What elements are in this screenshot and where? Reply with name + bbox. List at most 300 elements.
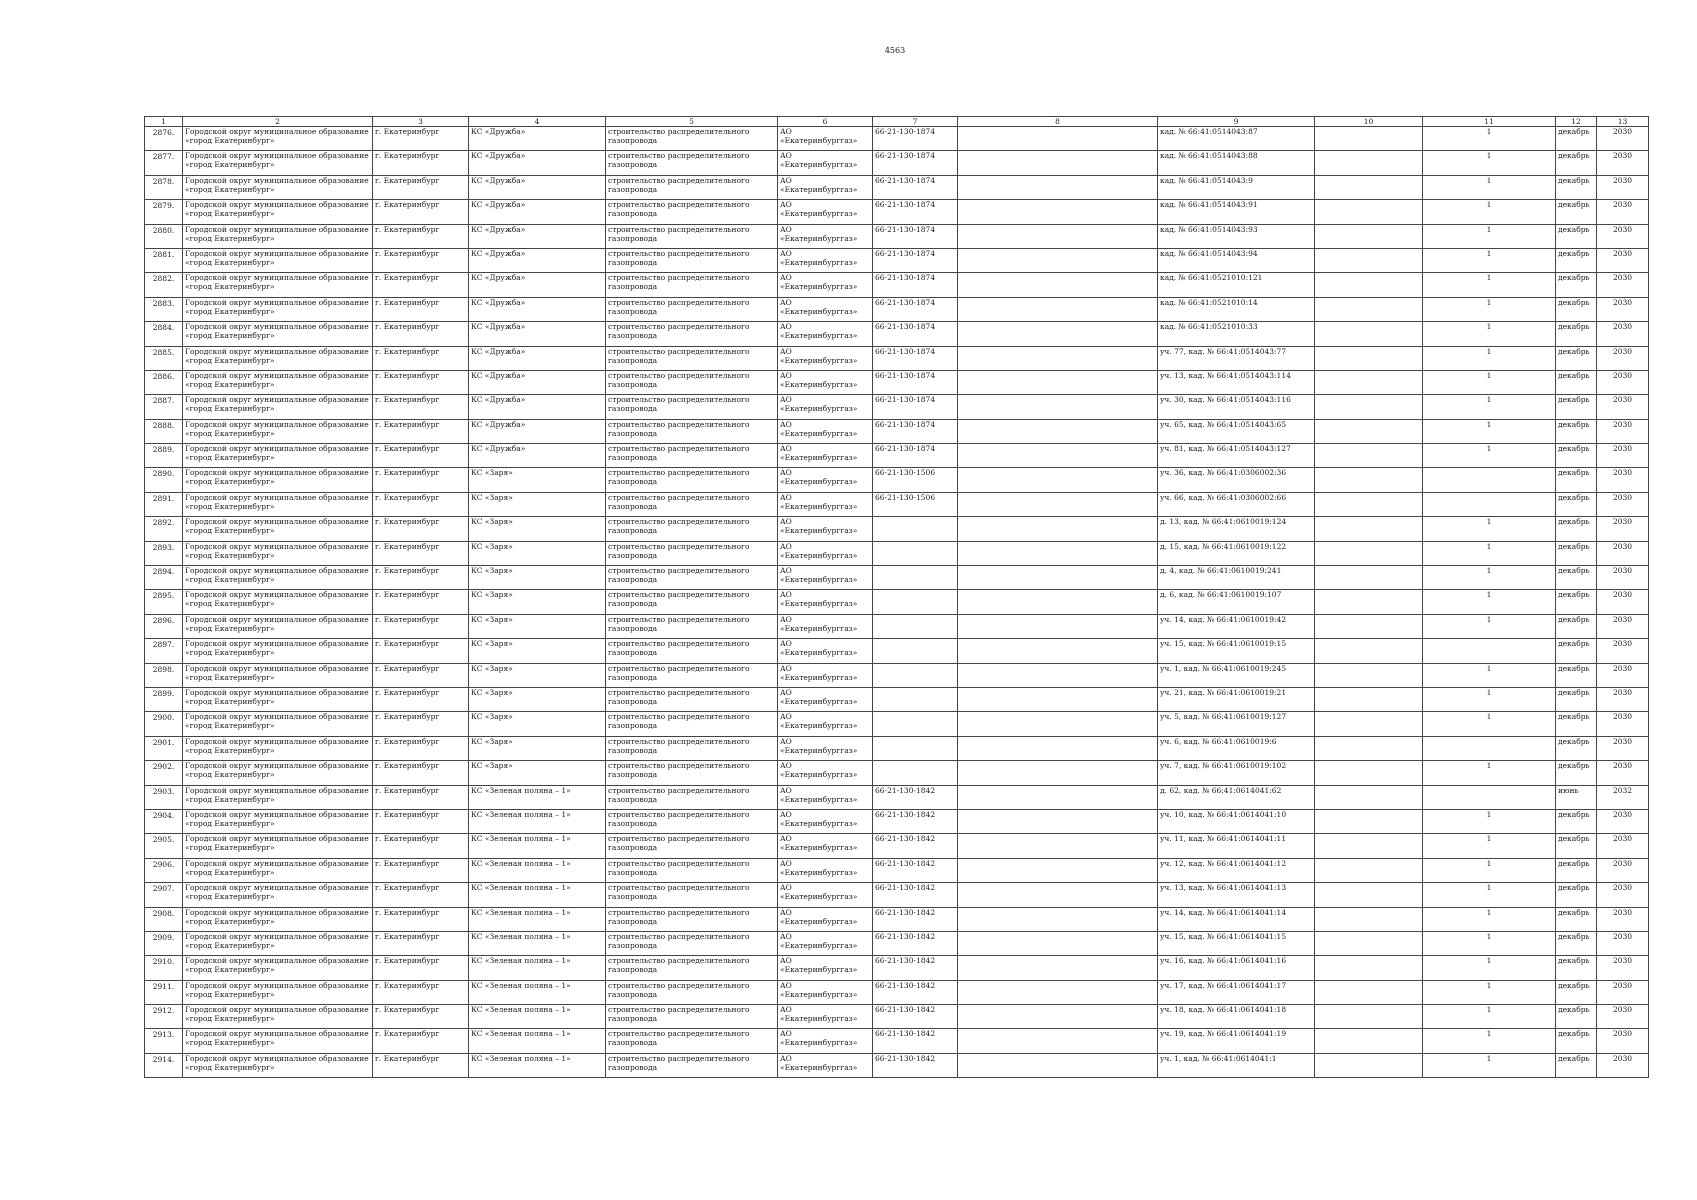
cell-year: 2030 xyxy=(1597,492,1649,516)
cell-cadastral-ref: кад. № 66:41:0514043:93 xyxy=(1158,224,1315,248)
cell-cadastral-ref: уч. 18, кад. № 66:41:0614041:18 xyxy=(1158,1005,1315,1029)
cell-year: 2030 xyxy=(1597,175,1649,199)
table-row xyxy=(145,419,1649,443)
cell-year: 2030 xyxy=(1597,1053,1649,1077)
cell-work-type: строительство распределительного газопровода xyxy=(606,980,778,1004)
table-row xyxy=(145,809,1649,833)
cell-quantity xyxy=(1423,736,1556,760)
cell-month: декабрь xyxy=(1556,809,1597,833)
cell-settlement: г. Екатеринбург xyxy=(373,736,469,760)
cell-gas-network: КС «Заря» xyxy=(469,541,606,565)
cell-column-8 xyxy=(958,663,1158,687)
cell-year: 2030 xyxy=(1597,468,1649,492)
cell-operator: АО «Екатеринбурггаз» xyxy=(778,468,873,492)
cell-column-10 xyxy=(1315,297,1423,321)
cell-network-code: 66-21-130-1842 xyxy=(873,1005,958,1029)
cell-month: декабрь xyxy=(1556,492,1597,516)
table-row xyxy=(145,566,1649,590)
cell-row-number: 2894. xyxy=(145,566,183,590)
cell-quantity xyxy=(1423,639,1556,663)
cell-operator: АО «Екатеринбурггаз» xyxy=(778,1005,873,1029)
cell-column-8 xyxy=(958,517,1158,541)
cell-quantity: 1 xyxy=(1423,687,1556,711)
cell-gas-network: КС «Заря» xyxy=(469,639,606,663)
cell-network-code: 66-21-130-1842 xyxy=(873,809,958,833)
cell-year: 2030 xyxy=(1597,395,1649,419)
cell-quantity: 1 xyxy=(1423,1005,1556,1029)
cell-municipality: Городской округ муниципальное образование «город Екатеринбург» xyxy=(183,370,373,394)
cell-year: 2030 xyxy=(1597,322,1649,346)
cell-year: 2030 xyxy=(1597,273,1649,297)
cell-month: декабрь xyxy=(1556,712,1597,736)
cell-gas-network: КС «Дружба» xyxy=(469,151,606,175)
cell-column-10 xyxy=(1315,1005,1423,1029)
cell-network-code: 66-21-130-1874 xyxy=(873,395,958,419)
column-header-10: 10 xyxy=(1315,117,1423,127)
cell-year: 2030 xyxy=(1597,883,1649,907)
table-row xyxy=(145,541,1649,565)
cell-month: декабрь xyxy=(1556,248,1597,272)
cell-month: декабрь xyxy=(1556,224,1597,248)
cell-gas-network: КС «Зеленая поляна – 1» xyxy=(469,883,606,907)
cell-municipality: Городской округ муниципальное образование «город Екатеринбург» xyxy=(183,614,373,638)
column-number-header-row xyxy=(145,117,1649,127)
cell-settlement: г. Екатеринбург xyxy=(373,907,469,931)
cell-work-type: строительство распределительного газопровода xyxy=(606,322,778,346)
cell-column-10 xyxy=(1315,419,1423,443)
cell-month: декабрь xyxy=(1556,127,1597,151)
cell-month: декабрь xyxy=(1556,956,1597,980)
cell-column-10 xyxy=(1315,322,1423,346)
cell-month: декабрь xyxy=(1556,444,1597,468)
cell-row-number: 2885. xyxy=(145,346,183,370)
cell-column-10 xyxy=(1315,761,1423,785)
cell-column-10 xyxy=(1315,614,1423,638)
cell-row-number: 2879. xyxy=(145,200,183,224)
cell-quantity xyxy=(1423,785,1556,809)
cell-settlement: г. Екатеринбург xyxy=(373,883,469,907)
cell-gas-network: КС «Зеленая поляна – 1» xyxy=(469,907,606,931)
cell-column-8 xyxy=(958,566,1158,590)
cell-column-10 xyxy=(1315,663,1423,687)
table-row xyxy=(145,224,1649,248)
cell-column-10 xyxy=(1315,956,1423,980)
table-row xyxy=(145,883,1649,907)
cell-operator: АО «Екатеринбурггаз» xyxy=(778,224,873,248)
cell-work-type: строительство распределительного газопровода xyxy=(606,614,778,638)
cell-column-10 xyxy=(1315,883,1423,907)
column-header-6: 6 xyxy=(778,117,873,127)
cell-column-10 xyxy=(1315,200,1423,224)
cell-gas-network: КС «Заря» xyxy=(469,468,606,492)
cell-settlement: г. Екатеринбург xyxy=(373,468,469,492)
cell-municipality: Городской округ муниципальное образование «город Екатеринбург» xyxy=(183,1053,373,1077)
cell-work-type: строительство распределительного газопровода xyxy=(606,248,778,272)
cell-cadastral-ref: уч. 13, кад. № 66:41:0614041:13 xyxy=(1158,883,1315,907)
cell-gas-network: КС «Дружба» xyxy=(469,370,606,394)
cell-column-8 xyxy=(958,785,1158,809)
cell-row-number: 2883. xyxy=(145,297,183,321)
cell-month: декабрь xyxy=(1556,590,1597,614)
cell-network-code: 66-21-130-1874 xyxy=(873,297,958,321)
cell-municipality: Городской округ муниципальное образование «город Екатеринбург» xyxy=(183,956,373,980)
cell-municipality: Городской округ муниципальное образование «город Екатеринбург» xyxy=(183,419,373,443)
cell-row-number: 2903. xyxy=(145,785,183,809)
cell-work-type: строительство распределительного газопровода xyxy=(606,175,778,199)
cell-municipality: Городской округ муниципальное образование «город Екатеринбург» xyxy=(183,785,373,809)
cell-gas-network: КС «Зеленая поляна – 1» xyxy=(469,1029,606,1053)
cell-row-number: 2907. xyxy=(145,883,183,907)
cell-row-number: 2904. xyxy=(145,809,183,833)
cell-settlement: г. Екатеринбург xyxy=(373,712,469,736)
column-header-7: 7 xyxy=(873,117,958,127)
cell-year: 2030 xyxy=(1597,1005,1649,1029)
cell-work-type: строительство распределительного газопровода xyxy=(606,712,778,736)
cell-work-type: строительство распределительного газопровода xyxy=(606,517,778,541)
cell-quantity: 1 xyxy=(1423,931,1556,955)
cell-cadastral-ref: уч. 21, кад. № 66:41:0610019:21 xyxy=(1158,687,1315,711)
cell-quantity: 1 xyxy=(1423,346,1556,370)
cell-settlement: г. Екатеринбург xyxy=(373,200,469,224)
cell-gas-network: КС «Заря» xyxy=(469,614,606,638)
cell-work-type: строительство распределительного газопровода xyxy=(606,200,778,224)
cell-operator: АО «Екатеринбурггаз» xyxy=(778,370,873,394)
cell-municipality: Городской округ муниципальное образование «город Екатеринбург» xyxy=(183,297,373,321)
cell-cadastral-ref: кад. № 66:41:0521010:14 xyxy=(1158,297,1315,321)
cell-quantity: 1 xyxy=(1423,151,1556,175)
cell-network-code xyxy=(873,663,958,687)
cell-column-8 xyxy=(958,883,1158,907)
column-header-9: 9 xyxy=(1158,117,1315,127)
cell-year: 2030 xyxy=(1597,346,1649,370)
cell-year: 2030 xyxy=(1597,370,1649,394)
cell-settlement: г. Екатеринбург xyxy=(373,370,469,394)
cell-operator: АО «Екатеринбурггаз» xyxy=(778,785,873,809)
cell-column-10 xyxy=(1315,175,1423,199)
cell-work-type: строительство распределительного газопровода xyxy=(606,468,778,492)
cell-network-code: 66-21-130-1506 xyxy=(873,492,958,516)
cell-network-code xyxy=(873,517,958,541)
table-row xyxy=(145,517,1649,541)
cell-row-number: 2909. xyxy=(145,931,183,955)
cell-gas-network: КС «Дружба» xyxy=(469,248,606,272)
cell-column-10 xyxy=(1315,248,1423,272)
cell-cadastral-ref: кад. № 66:41:0514043:9 xyxy=(1158,175,1315,199)
cell-settlement: г. Екатеринбург xyxy=(373,517,469,541)
cell-operator: АО «Екатеринбурггаз» xyxy=(778,907,873,931)
cell-row-number: 2884. xyxy=(145,322,183,346)
column-header-13: 13 xyxy=(1597,117,1649,127)
cell-month: декабрь xyxy=(1556,370,1597,394)
table-row xyxy=(145,785,1649,809)
cell-network-code: 66-21-130-1874 xyxy=(873,224,958,248)
cell-work-type: строительство распределительного газопровода xyxy=(606,639,778,663)
cell-row-number: 2911. xyxy=(145,980,183,1004)
cell-work-type: строительство распределительного газопровода xyxy=(606,736,778,760)
cell-operator: АО «Екатеринбурггаз» xyxy=(778,346,873,370)
cell-operator: АО «Екатеринбурггаз» xyxy=(778,931,873,955)
cell-year: 2030 xyxy=(1597,590,1649,614)
cell-operator: АО «Екатеринбурггаз» xyxy=(778,590,873,614)
table-row xyxy=(145,761,1649,785)
cell-month: декабрь xyxy=(1556,297,1597,321)
cell-month: декабрь xyxy=(1556,639,1597,663)
table-row xyxy=(145,712,1649,736)
cell-quantity: 1 xyxy=(1423,444,1556,468)
cell-gas-network: КС «Дружба» xyxy=(469,444,606,468)
cell-operator: АО «Екатеринбурггаз» xyxy=(778,151,873,175)
cell-row-number: 2893. xyxy=(145,541,183,565)
cell-municipality: Городской округ муниципальное образование «город Екатеринбург» xyxy=(183,858,373,882)
cell-municipality: Городской округ муниципальное образование «город Екатеринбург» xyxy=(183,980,373,1004)
cell-row-number: 2912. xyxy=(145,1005,183,1029)
cell-operator: АО «Екатеринбурггаз» xyxy=(778,761,873,785)
cell-column-8 xyxy=(958,761,1158,785)
table-row xyxy=(145,834,1649,858)
table-row xyxy=(145,297,1649,321)
cell-cadastral-ref: уч. 10, кад. № 66:41:0614041:10 xyxy=(1158,809,1315,833)
cell-operator: АО «Екатеринбурггаз» xyxy=(778,444,873,468)
cell-network-code: 66-21-130-1874 xyxy=(873,200,958,224)
cell-municipality: Городской округ муниципальное образование «город Екатеринбург» xyxy=(183,151,373,175)
cell-year: 2030 xyxy=(1597,663,1649,687)
cell-gas-network: КС «Зеленая поляна – 1» xyxy=(469,834,606,858)
cell-network-code: 66-21-130-1842 xyxy=(873,907,958,931)
cell-column-8 xyxy=(958,297,1158,321)
cell-network-code xyxy=(873,614,958,638)
cell-row-number: 2881. xyxy=(145,248,183,272)
cell-operator: АО «Екатеринбурггаз» xyxy=(778,956,873,980)
table-row xyxy=(145,248,1649,272)
cell-cadastral-ref: уч. 65, кад. № 66:41:0514043:65 xyxy=(1158,419,1315,443)
cell-year: 2030 xyxy=(1597,809,1649,833)
cell-column-10 xyxy=(1315,468,1423,492)
cell-row-number: 2906. xyxy=(145,858,183,882)
cell-network-code: 66-21-130-1874 xyxy=(873,127,958,151)
cell-cadastral-ref: уч. 15, кад. № 66:41:0614041:15 xyxy=(1158,931,1315,955)
cell-settlement: г. Екатеринбург xyxy=(373,395,469,419)
cell-column-10 xyxy=(1315,980,1423,1004)
cell-year: 2030 xyxy=(1597,639,1649,663)
cell-cadastral-ref: д. 13, кад. № 66:41:0610019:124 xyxy=(1158,517,1315,541)
cell-work-type: строительство распределительного газопровода xyxy=(606,395,778,419)
cell-quantity: 1 xyxy=(1423,980,1556,1004)
cell-network-code xyxy=(873,761,958,785)
cell-column-10 xyxy=(1315,444,1423,468)
cell-cadastral-ref: д. 4, кад. № 66:41:0610019:241 xyxy=(1158,566,1315,590)
cell-cadastral-ref: уч. 77, кад. № 66:41:0514043:77 xyxy=(1158,346,1315,370)
cell-cadastral-ref: уч. 1, кад. № 66:41:0610019:245 xyxy=(1158,663,1315,687)
cell-network-code xyxy=(873,541,958,565)
cell-settlement: г. Екатеринбург xyxy=(373,1029,469,1053)
cell-work-type: строительство распределительного газопровода xyxy=(606,785,778,809)
cell-row-number: 2880. xyxy=(145,224,183,248)
table-row xyxy=(145,907,1649,931)
cell-cadastral-ref: уч. 17, кад. № 66:41:0614041:17 xyxy=(1158,980,1315,1004)
table-row xyxy=(145,736,1649,760)
cell-column-10 xyxy=(1315,834,1423,858)
cell-settlement: г. Екатеринбург xyxy=(373,175,469,199)
cell-gas-network: КС «Зеленая поляна – 1» xyxy=(469,980,606,1004)
cell-cadastral-ref: уч. 81, кад. № 66:41:0514043:127 xyxy=(1158,444,1315,468)
cell-municipality: Городской округ муниципальное образование «город Екатеринбург» xyxy=(183,444,373,468)
cell-column-8 xyxy=(958,492,1158,516)
cell-column-10 xyxy=(1315,858,1423,882)
cell-column-10 xyxy=(1315,687,1423,711)
cell-row-number: 2896. xyxy=(145,614,183,638)
cell-year: 2030 xyxy=(1597,224,1649,248)
cell-network-code: 66-21-130-1842 xyxy=(873,858,958,882)
cell-work-type: строительство распределительного газопровода xyxy=(606,1029,778,1053)
cell-municipality: Городской округ муниципальное образование «город Екатеринбург» xyxy=(183,687,373,711)
cell-operator: АО «Екатеринбурггаз» xyxy=(778,127,873,151)
cell-municipality: Городской округ муниципальное образование «город Екатеринбург» xyxy=(183,1029,373,1053)
cell-operator: АО «Екатеринбурггаз» xyxy=(778,492,873,516)
table-row xyxy=(145,151,1649,175)
cell-settlement: г. Екатеринбург xyxy=(373,590,469,614)
cell-month: декабрь xyxy=(1556,663,1597,687)
cell-column-8 xyxy=(958,224,1158,248)
cell-settlement: г. Екатеринбург xyxy=(373,639,469,663)
cell-cadastral-ref: кад. № 66:41:0514043:94 xyxy=(1158,248,1315,272)
cell-quantity: 1 xyxy=(1423,200,1556,224)
cell-municipality: Городской округ муниципальное образование «город Екатеринбург» xyxy=(183,663,373,687)
cell-year: 2030 xyxy=(1597,980,1649,1004)
cell-quantity: 1 xyxy=(1423,590,1556,614)
cell-month: декабрь xyxy=(1556,1029,1597,1053)
cell-gas-network: КС «Заря» xyxy=(469,566,606,590)
cell-settlement: г. Екатеринбург xyxy=(373,1005,469,1029)
cell-column-10 xyxy=(1315,492,1423,516)
cell-municipality: Городской округ муниципальное образование «город Екатеринбург» xyxy=(183,809,373,833)
cell-operator: АО «Екатеринбурггаз» xyxy=(778,614,873,638)
cell-column-8 xyxy=(958,956,1158,980)
cell-municipality: Городской округ муниципальное образование «город Екатеринбург» xyxy=(183,931,373,955)
cell-column-8 xyxy=(958,468,1158,492)
cell-network-code xyxy=(873,590,958,614)
cell-municipality: Городской округ муниципальное образование «город Екатеринбург» xyxy=(183,468,373,492)
cell-operator: АО «Екатеринбурггаз» xyxy=(778,566,873,590)
cell-settlement: г. Екатеринбург xyxy=(373,834,469,858)
table-row xyxy=(145,980,1649,1004)
cell-year: 2030 xyxy=(1597,419,1649,443)
cell-network-code: 66-21-130-1874 xyxy=(873,248,958,272)
cell-column-10 xyxy=(1315,517,1423,541)
cell-column-8 xyxy=(958,151,1158,175)
cell-operator: АО «Екатеринбурггаз» xyxy=(778,858,873,882)
cell-column-8 xyxy=(958,322,1158,346)
cell-municipality: Городской округ муниципальное образование «город Екатеринбург» xyxy=(183,1005,373,1029)
cell-year: 2030 xyxy=(1597,127,1649,151)
cell-work-type: строительство распределительного газопровода xyxy=(606,956,778,980)
cell-municipality: Городской округ муниципальное образование «город Екатеринбург» xyxy=(183,346,373,370)
cell-cadastral-ref: уч. 13, кад. № 66:41:0514043:114 xyxy=(1158,370,1315,394)
cell-column-8 xyxy=(958,1005,1158,1029)
cell-settlement: г. Екатеринбург xyxy=(373,346,469,370)
cell-operator: АО «Екатеринбурггаз» xyxy=(778,883,873,907)
cell-column-8 xyxy=(958,1029,1158,1053)
cell-municipality: Городской округ муниципальное образование «город Екатеринбург» xyxy=(183,639,373,663)
cell-gas-network: КС «Зеленая поляна – 1» xyxy=(469,931,606,955)
cell-year: 2030 xyxy=(1597,517,1649,541)
cell-operator: АО «Екатеринбурггаз» xyxy=(778,175,873,199)
cell-operator: АО «Екатеринбурггаз» xyxy=(778,1029,873,1053)
cell-quantity: 1 xyxy=(1423,907,1556,931)
cell-column-8 xyxy=(958,712,1158,736)
cell-cadastral-ref: уч. 14, кад. № 66:41:0614041:14 xyxy=(1158,907,1315,931)
cell-settlement: г. Екатеринбург xyxy=(373,419,469,443)
cell-gas-network: КС «Дружба» xyxy=(469,175,606,199)
cell-month: декабрь xyxy=(1556,566,1597,590)
cell-work-type: строительство распределительного газопровода xyxy=(606,444,778,468)
table-row xyxy=(145,127,1649,151)
cell-year: 2030 xyxy=(1597,444,1649,468)
cell-work-type: строительство распределительного газопровода xyxy=(606,834,778,858)
cell-row-number: 2895. xyxy=(145,590,183,614)
cell-network-code: 66-21-130-1874 xyxy=(873,370,958,394)
cell-municipality: Городской округ муниципальное образование «город Екатеринбург» xyxy=(183,200,373,224)
cell-operator: АО «Екатеринбурггаз» xyxy=(778,834,873,858)
cell-column-8 xyxy=(958,370,1158,394)
cell-quantity: 1 xyxy=(1423,297,1556,321)
cell-column-10 xyxy=(1315,809,1423,833)
table-row xyxy=(145,1053,1649,1077)
table-row xyxy=(145,370,1649,394)
cell-month: декабрь xyxy=(1556,761,1597,785)
cell-column-8 xyxy=(958,687,1158,711)
cell-month: декабрь xyxy=(1556,907,1597,931)
cell-settlement: г. Екатеринбург xyxy=(373,322,469,346)
cell-work-type: строительство распределительного газопровода xyxy=(606,297,778,321)
cell-work-type: строительство распределительного газопровода xyxy=(606,370,778,394)
cell-network-code: 66-21-130-1874 xyxy=(873,419,958,443)
cell-work-type: строительство распределительного газопровода xyxy=(606,273,778,297)
cell-settlement: г. Екатеринбург xyxy=(373,663,469,687)
cell-settlement: г. Екатеринбург xyxy=(373,566,469,590)
cell-month: декабрь xyxy=(1556,931,1597,955)
cell-column-8 xyxy=(958,346,1158,370)
cell-operator: АО «Екатеринбурггаз» xyxy=(778,273,873,297)
cell-quantity: 1 xyxy=(1423,541,1556,565)
table-row xyxy=(145,614,1649,638)
cell-year: 2030 xyxy=(1597,956,1649,980)
cell-operator: АО «Екатеринбурггаз» xyxy=(778,663,873,687)
cell-row-number: 2878. xyxy=(145,175,183,199)
cell-network-code: 66-21-130-1874 xyxy=(873,175,958,199)
cell-quantity: 1 xyxy=(1423,858,1556,882)
cell-row-number: 2914. xyxy=(145,1053,183,1077)
cell-year: 2030 xyxy=(1597,200,1649,224)
cell-quantity: 1 xyxy=(1423,175,1556,199)
cell-quantity xyxy=(1423,468,1556,492)
cell-year: 2030 xyxy=(1597,1029,1649,1053)
cell-column-8 xyxy=(958,809,1158,833)
cell-gas-network: КС «Заря» xyxy=(469,687,606,711)
cell-cadastral-ref: уч. 14, кад. № 66:41:0610019:42 xyxy=(1158,614,1315,638)
cell-month: декабрь xyxy=(1556,834,1597,858)
cell-month: декабрь xyxy=(1556,175,1597,199)
cell-quantity: 1 xyxy=(1423,273,1556,297)
cell-municipality: Городской округ муниципальное образование «город Екатеринбург» xyxy=(183,590,373,614)
cell-column-8 xyxy=(958,541,1158,565)
cell-quantity: 1 xyxy=(1423,517,1556,541)
cell-cadastral-ref: уч. 11, кад. № 66:41:0614041:11 xyxy=(1158,834,1315,858)
cell-municipality: Городской округ муниципальное образование «город Екатеринбург» xyxy=(183,175,373,199)
cell-municipality: Городской округ муниципальное образование «город Екатеринбург» xyxy=(183,761,373,785)
cell-row-number: 2908. xyxy=(145,907,183,931)
cell-network-code: 66-21-130-1842 xyxy=(873,980,958,1004)
cell-gas-network: КС «Дружба» xyxy=(469,200,606,224)
